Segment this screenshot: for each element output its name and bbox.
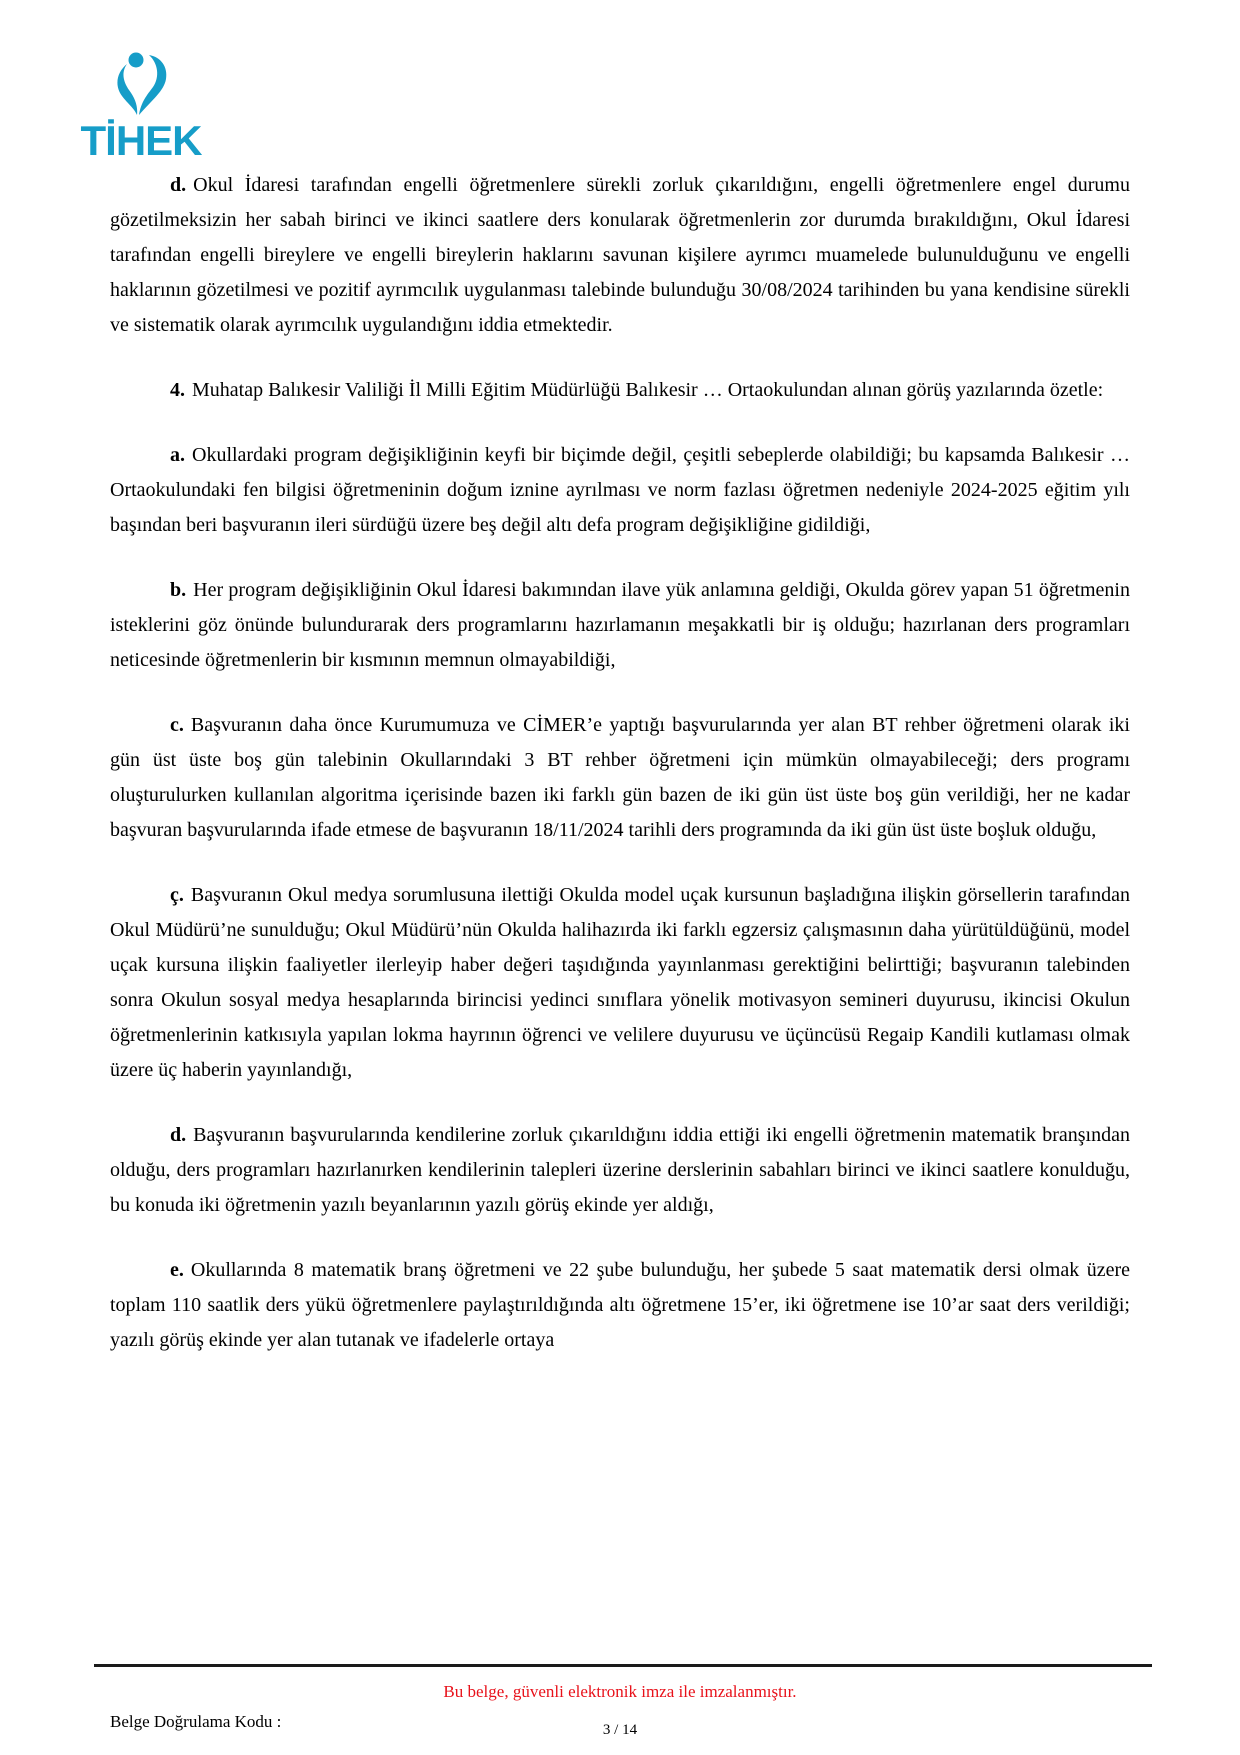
document-body xyxy=(110,168,1130,1388)
paragraph-label: ç. xyxy=(170,884,184,906)
paragraph-label: e. xyxy=(170,1259,184,1281)
paragraph-label: d. xyxy=(170,174,187,196)
paragraph-d-allegation xyxy=(110,168,1130,343)
paragraph-c xyxy=(110,708,1130,848)
paragraph-text: Başvuranın daha önce Kurumumuza ve CİMER’e yaptığı başvurularında yer alan BT rehber öğretmeni olarak iki gün üst üste boş gün talebinin Okullarındaki 3 BT rehber öğretmeni için mümkün olmayabileceği; ders programı oluşturulurken kullanılan algoritma içerisinde bazen iki farklı gün bazen de iki gün üst üste boş gün verildiği, her ne kadar başvuran başvurularında ifade etmese de başvuranın 18/11/2024 tarihli ders programında da iki gün üst üste boşluk olduğu, xyxy=(110,714,1130,841)
paragraph-label: 4. xyxy=(170,379,185,401)
paragraph-e xyxy=(110,1253,1130,1358)
paragraph-label: d. xyxy=(170,1124,187,1146)
tihek-heart-icon xyxy=(74,52,208,118)
verification-code-label: Belge Doğrulama Kodu : xyxy=(110,1712,282,1731)
page-number: 3 / 14 xyxy=(602,1722,638,1738)
paragraph-label: a. xyxy=(170,444,185,466)
paragraph-text: Okullardaki program değişikliğinin keyfi bir biçimde değil, çeşitli sebeplerde olabildiği; bu kapsamda Balıkesir … Ortaokulundaki fen bilgisi öğretmeninin doğum iznine ayrılması ve norm fazlası öğretmen nedeniyle 2024-2025 eğitim yılı başından beri başvuranın ileri sürdüğü üzere beş değil altı defa program değişikliğine gidildiği, xyxy=(110,444,1130,536)
paragraph-text: Her program değişikliğinin Okul İdaresi bakımından ilave yük anlamına geldiği, Okulda görev yapan 51 öğretmenin isteklerini göz önünde bulundurarak ders programlarını hazırlamanın meşakkatli bir iş olduğu; hazırlanan ders programları neticesinde öğretmenlerin bir kısmının memnun olmayabildiği, xyxy=(110,579,1130,671)
tihek-logo-text: TİHEK xyxy=(80,117,202,164)
paragraph-b xyxy=(110,573,1130,678)
paragraph-a xyxy=(110,438,1130,543)
paragraph-c-cedilla xyxy=(110,878,1130,1088)
paragraph-text: Okullarında 8 matematik branş öğretmeni ve 22 şube bulunduğu, her şubede 5 saat matematik dersi olmak üzere toplam 110 saatlik ders yükü öğretmenlere paylaştırıldığında altı öğretmene 15’er, iki öğretmene ise 10’ar saat ders verildiği; yazılı görüş ekinde yer alan tutanak ve ifadelerle ortaya xyxy=(110,1259,1130,1351)
paragraph-text: Muhatap Balıkesir Valiliği İl Milli Eğitim Müdürlüğü Balıkesir … Ortaokulundan alınan görüş yazılarında özetle: xyxy=(192,379,1104,401)
paragraph-d-teachers xyxy=(110,1118,1130,1223)
paragraph-text: Okul İdaresi tarafından engelli öğretmenlere sürekli zorluk çıkarıldığını, engelli öğretmenlere engel durumu gözetilmeksizin her sabah birinci ve ikinci saatlere ders konularak öğretmenlerin zor durumda bırakıldığını, Okul İdaresi tarafından engelli bireylere ve engelli bireylerin haklarını savunan kişilere ayrımcı muamelede bulunulduğunu ve engelli haklarının gözetilmesi ve pozitif ayrımcılık uygulanması talebinde bulunduğu 30/08/2024 tarihinden bu yana kendisine sürekli ve sistematik olarak ayrımcılık uygulandığını iddia etmektedir. xyxy=(110,174,1130,336)
paragraph-label: b. xyxy=(170,579,187,601)
paragraph-text: Başvuranın Okul medya sorumlusuna ilettiği Okulda model uçak kursunun başladığına ilişkin görsellerin tarafından Okul Müdürü’ne sunulduğu; Okul Müdürü’nün Okulda halihazırda iki farklı egzersiz çalışmasının daha yürütüldüğünü, model uçak kursuna ilişkin faaliyetler ilerleyip haber değeri taşıdığında yayınlanması gerektiğini belirttiği; başvuranın talebinden sonra Okulun sosyal medya hesaplarında birincisi yedinci sınıflara yönelik motivasyon semineri duyurusu, ikincisi Okulun öğretmenlerinin katkısıyla yapılan lokma hayrının öğrenci ve velilere duyurusu ve üçüncüsü Regaip Kandili kutlaması olmak üzere üç haberin yayınlandığı, xyxy=(110,884,1130,1081)
footer-divider xyxy=(94,1664,1152,1667)
tihek-logo xyxy=(74,52,208,162)
signature-notice: Bu belge, güvenli elektronik imza ile imzalanmıştır. xyxy=(443,1682,797,1701)
paragraph-text: Başvuranın başvurularında kendilerine zorluk çıkarıldığını iddia ettiği iki engelli öğretmenin matematik branşından olduğu, ders programları hazırlanırken kendilerinin talepleri üzerine derslerinin sabahları birinci ve ikinci saatlere konulduğu, bu konuda iki öğretmenin yazılı beyanlarının yazılı görüş ekinde yer aldığı, xyxy=(110,1124,1130,1216)
paragraph-4-muhatap xyxy=(110,373,1130,408)
paragraph-label: c. xyxy=(170,714,184,736)
